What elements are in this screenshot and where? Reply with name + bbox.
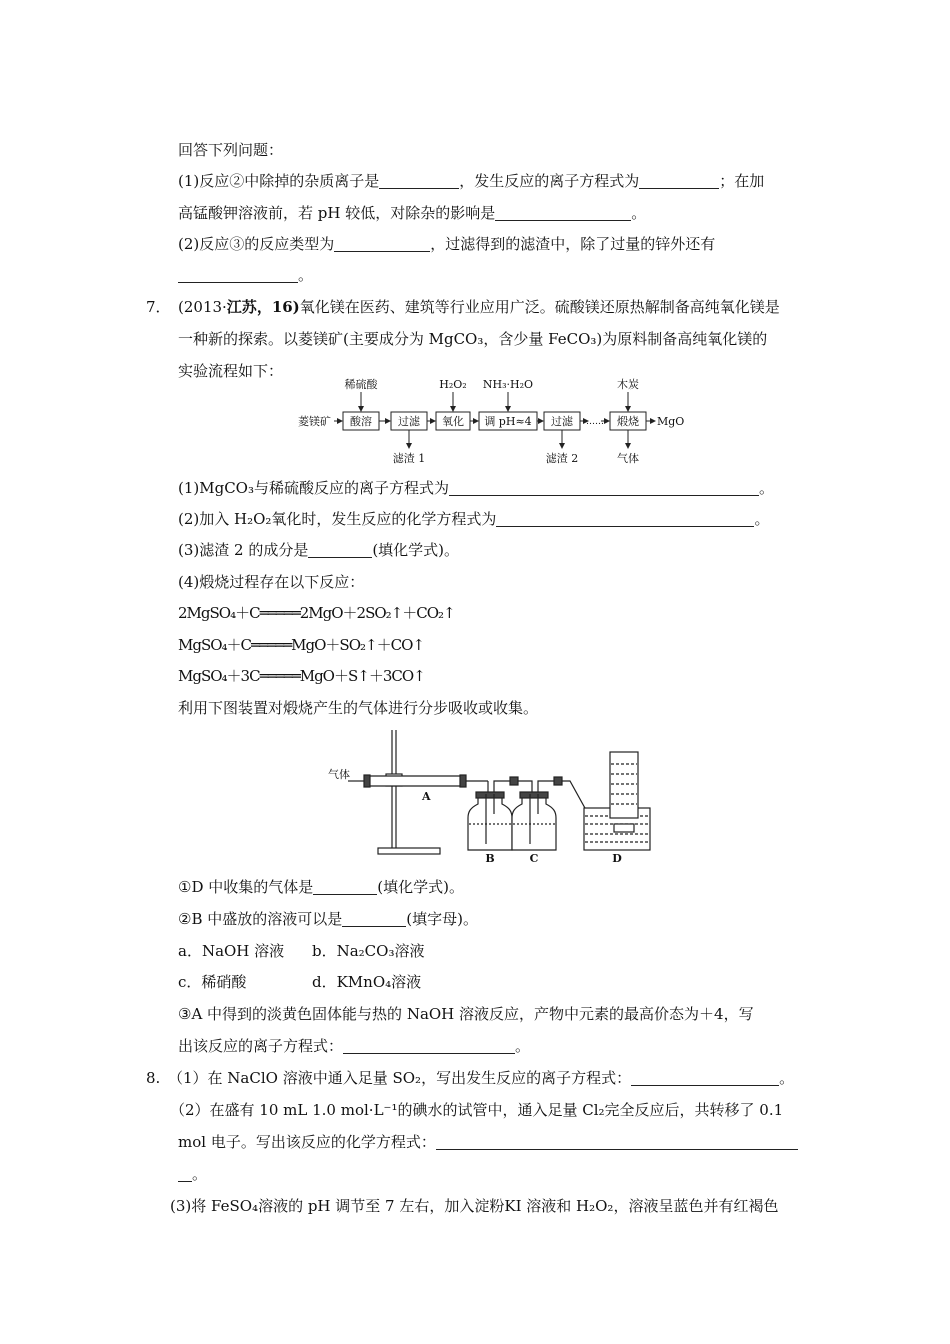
q7-s5: 利用下图装置对煅烧产生的气体进行分步吸收或收集。 [178, 699, 539, 717]
q8-line1: （1）在 NaClO 溶液中通入足量 SO₂，写出发生反应的离子方程式： 。 [168, 1069, 795, 1087]
answer-blank[interactable] [178, 1165, 192, 1182]
flow-output: 气体 [617, 452, 639, 465]
flow-step: 氧化 [442, 415, 464, 428]
answer-blank[interactable] [495, 204, 631, 221]
q7-number: 7． [146, 298, 171, 316]
flow-step: 煅烧 [617, 415, 639, 428]
answer-blank[interactable] [379, 172, 459, 189]
answer-blank[interactable] [449, 479, 759, 496]
q8-line4: 。 [178, 1163, 810, 1185]
option-b: b．Na₂CO₃溶液 [312, 942, 425, 960]
reaction-2: MgSO₄＋C═════MgO＋SO₂↑＋CO↑ [178, 636, 424, 654]
reaction-3: MgSO₄＋3C═════MgO＋S↑＋3CO↑ [178, 667, 425, 685]
flow-step: 过滤 [398, 415, 420, 428]
answer-blank[interactable] [178, 266, 298, 283]
answer-blank[interactable] [334, 235, 430, 252]
q7-line2: 一种新的探索。以菱镁矿(主要成分为 MgCO₃，含少量 FeCO₃)为原料制备高纯氧化镁的 [178, 330, 768, 348]
q7-c2: ②B 中盛放的溶液可以是 (填字母)。 [178, 910, 478, 928]
q7-s1: (1)MgCO₃与稀硫酸反应的离子方程式为 。 [178, 479, 775, 497]
flow-reagent: H₂O₂ [439, 378, 467, 391]
q7-line1: (2013·江苏，16)氧化镁在医药、建筑等行业应用广泛。硫酸镁还原热解制备高纯氧化镁是 [178, 298, 780, 316]
q7-c1: ①D 中收集的气体是 (填化学式)。 [178, 878, 464, 896]
answer-blank[interactable] [639, 172, 719, 189]
intro-line: 回答下列问题： [178, 141, 284, 159]
flow-reagent: 木炭 [617, 378, 639, 391]
q7-s3: (3)滤渣 2 的成分是 (填化学式)。 [178, 541, 460, 559]
flow-dots: …… [586, 417, 604, 427]
q7-c3-line2: 出该反应的离子方程式： 。 [178, 1037, 531, 1055]
q7-s4: (4)煅烧过程存在以下反应： [178, 573, 365, 591]
flow-step: 过滤 [551, 415, 573, 428]
q6-part1-line1: (1)反应②中除掉的杂质离子是 ，发生反应的离子方程式为 ；在加 [178, 172, 765, 190]
q6-part2-line2: 。 [178, 264, 810, 286]
flow-output: 滤渣 1 [392, 452, 426, 465]
flow-start: 菱镁矿 [298, 415, 331, 428]
q8-line3: mol 电子。写出该反应的化学方程式： [178, 1131, 810, 1153]
answer-blank[interactable] [308, 541, 372, 558]
option-d: d．KMnO₄溶液 [312, 973, 422, 991]
flow-product: MgO [657, 415, 685, 428]
q8-number: 8. [146, 1069, 161, 1087]
flow-reagent: 稀硫酸 [344, 378, 378, 391]
q7-c3-line1: ③A 中得到的淡黄色固体能与热的 NaOH 溶液反应，产物中元素的最高价态为＋4，写 [178, 1005, 754, 1023]
q6-part2-line1: (2)反应③的反应类型为 ，过滤得到的滤渣中，除了过量的锌外还有 [178, 235, 716, 253]
answer-blank[interactable] [496, 510, 754, 527]
apparatus-label: D [612, 852, 622, 865]
reaction-1: 2MgSO₄＋C═════2MgO＋2SO₂↑＋CO₂↑ [178, 604, 455, 622]
q7-s2: (2)加入 H₂O₂氧化时，发生反应的化学方程式为 。 [178, 510, 770, 528]
q8-line5: (3)将 FeSO₄溶液的 pH 调节至 7 左右，加入淀粉KI 溶液和 H₂O₂，溶液呈蓝色并有红褐色 [170, 1197, 779, 1215]
apparatus-label: B [485, 852, 495, 865]
q8-line2: （2）在盛有 10 mL 1.0 mol·L⁻¹的碘水的试管中，通入足量 Cl₂完全反应后，共转移了 0.1 [170, 1101, 784, 1119]
apparatus-label: C [529, 852, 539, 865]
process-flow-diagram [298, 376, 688, 468]
q7-line3: 实验流程如下： [178, 362, 284, 380]
apparatus-label: A [422, 790, 431, 803]
flow-step: 调 pH≈4 [484, 415, 532, 428]
flow-step: 酸溶 [350, 415, 372, 428]
answer-blank[interactable] [436, 1133, 798, 1150]
answer-blank[interactable] [343, 1037, 515, 1054]
answer-blank[interactable] [313, 878, 377, 895]
answer-blank[interactable] [342, 910, 406, 927]
flow-output: 滤渣 2 [545, 452, 579, 465]
q6-part1-line2: 高锰酸钾溶液前，若 pH 较低，对除杂的影响是 。 [178, 204, 647, 222]
option-c: c．稀硝酸 [178, 973, 247, 991]
apparatus-diagram [326, 724, 658, 866]
answer-blank[interactable] [631, 1069, 779, 1086]
gas-inlet-label: 气体 [328, 768, 350, 781]
flow-reagent: NH₃·H₂O [482, 378, 534, 391]
option-a: a．NaOH 溶液 [178, 942, 285, 960]
